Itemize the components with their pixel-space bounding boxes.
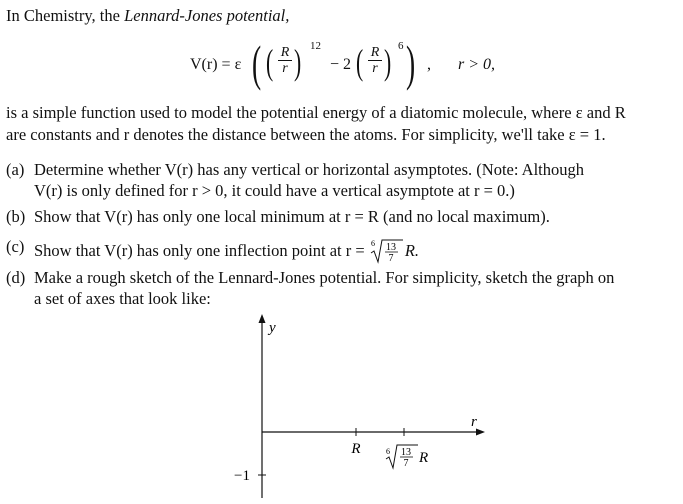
svg-text:7: 7 [388, 253, 394, 264]
part-d-line-2: a set of axes that look like: [34, 289, 211, 308]
part-b-text: Show that V(r) has only one local minimum at r = R (and no local maximum). [34, 207, 550, 226]
part-a-line-1: Determine whether V(r) has any vertical or horizontal asymptotes. (Note: Although [34, 160, 584, 179]
y-axis-arrowhead [259, 314, 266, 323]
part-d-line-1: Make a rough sketch of the Lennard-Jones potential. For simplicity, sketch the graph on [34, 268, 615, 287]
tick-neg-1-label: −1 [234, 468, 250, 484]
equation-condition: r > 0, [458, 56, 496, 73]
ratio-fraction-1: $\frac{R}{r}$ [278, 45, 292, 76]
part-d-label: (d) [6, 268, 26, 287]
part-a-line-2: V(r) is only defined for r > 0, it could have a vertical asymptote at r = 0.) [34, 181, 515, 200]
svg-text:6: 6 [370, 239, 375, 248]
tick-R-label: R [351, 441, 361, 457]
description-line-1: is a simple function used to model the potential energy of a diatomic molecule, where ε and R [6, 103, 626, 122]
minus-two: − 2 [330, 56, 352, 73]
svg-text:R: R [419, 450, 429, 466]
part-c-text-after: R. [404, 241, 420, 260]
part-c-text-before: Show that V(r) has only one inflection point at r = [34, 241, 365, 260]
svg-text:7: 7 [403, 458, 409, 469]
ratio-fraction-2: $\frac{R}{r}$ [368, 45, 382, 76]
equation-comma: , [427, 56, 431, 73]
x-axis-label: r [471, 414, 477, 430]
x-axis-arrowhead [476, 429, 485, 436]
intro-prefix: In Chemistry, the [6, 6, 125, 25]
exponent-12: 12 [310, 40, 321, 52]
y-axis-label: y [269, 320, 276, 336]
equation-lhs: V(r) = ε [190, 56, 242, 73]
svg-text:13: 13 [401, 447, 411, 458]
tick-root-label [386, 445, 428, 469]
part-b-label: (b) [6, 207, 26, 226]
part-c-label: (c) [6, 237, 25, 256]
svg-text:6: 6 [386, 447, 390, 456]
intro-title: Lennard-Jones potential, [124, 6, 290, 25]
part-a-label: (a) [6, 160, 25, 179]
description-line-2: are constants and r denotes the distance between the atoms. For simplicity, we'll take ε = 1. [6, 125, 606, 144]
exponent-6: 6 [398, 40, 404, 52]
svg-text:13: 13 [385, 242, 396, 253]
